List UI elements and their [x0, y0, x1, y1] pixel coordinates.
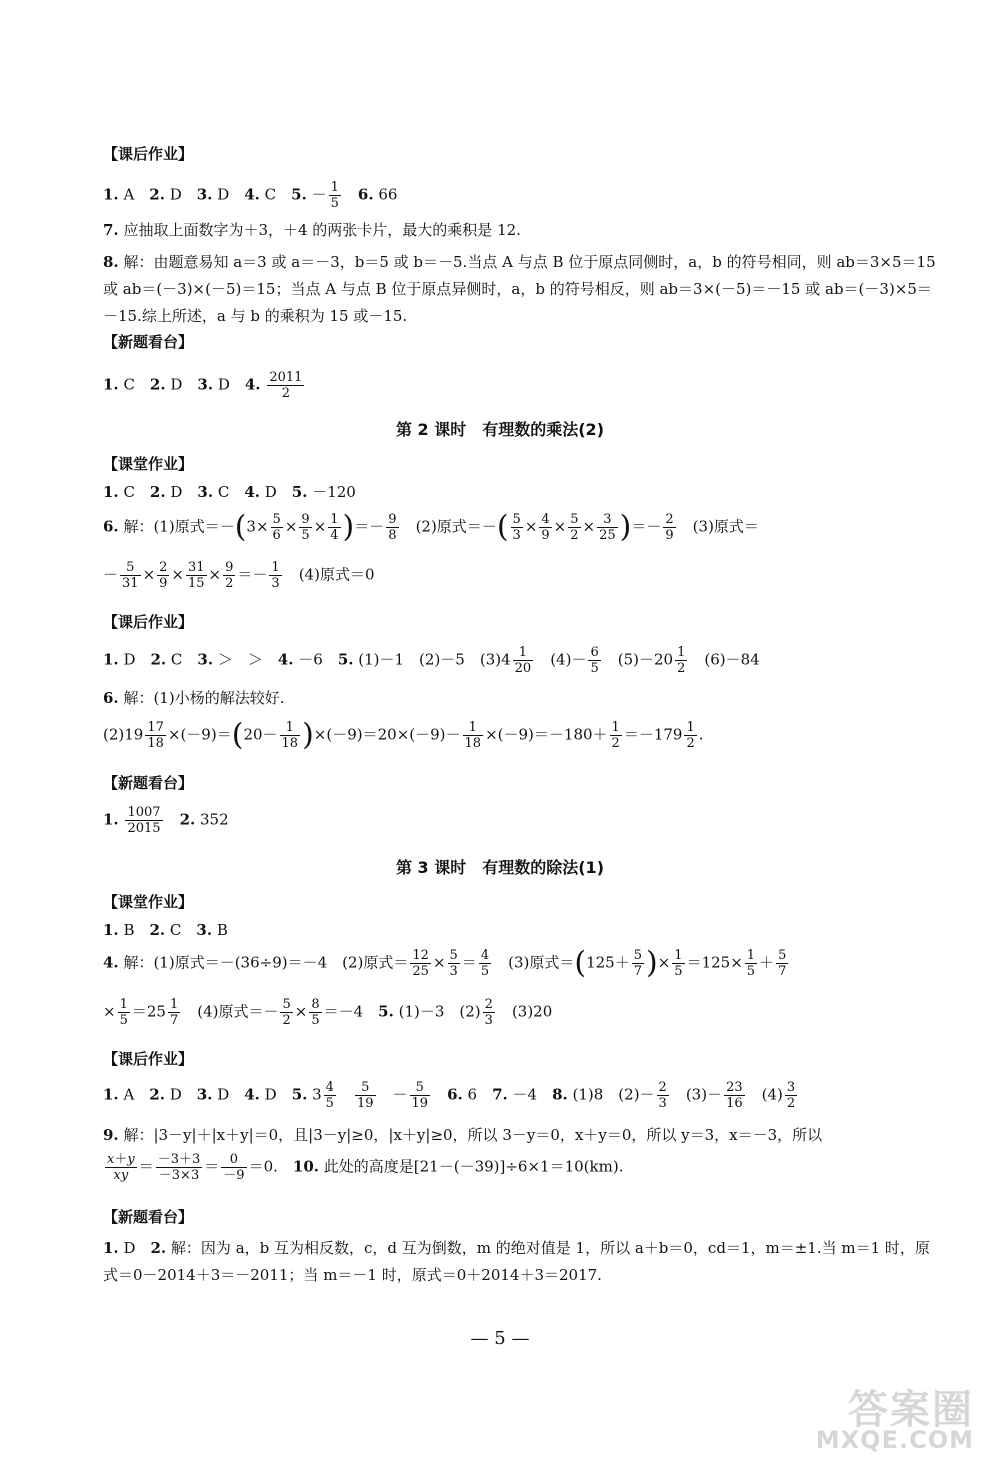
answer-line: 1. A 2. D 3. D 4. D 5. 3 $\frac{4}{5}$ $\frac{5}{19}$ － $\frac{5}{19}$ 6. 6 7. －4 8. (1)8 (2)－ $\frac{2}{3}$ (3)－ $\frac{23}{16}$ (4) $\frac{3}{2}$ — [103, 1080, 796, 1111]
answer-line: 1. D 2. C 3. ＞ ＞ 4. －6 5. (1)－1 (2)－5 (3)4 $\frac{1}{20}$ (4)－ $\frac{6}{5}$ (5)－20 $\frac{1}{2}$ (6)－84 — [103, 645, 760, 676]
answer-text: 应抽取上面数字为＋3，＋4 的两张卡片，最大的乘积是 12. — [123, 221, 521, 239]
answer-text: 此处的高度是[21－(－39)]÷6×1＝10(km). — [323, 1157, 624, 1176]
section-header: 【新题看台】 — [103, 1208, 194, 1226]
watermark-logo — [812, 1378, 982, 1456]
answer-paragraph: 8. 解：由题意易知 a＝3 或 a＝－3，b＝5 或 b＝－5.当点 A 与点 B 位于原点同侧时，a，b 的符号相同，则 ab＝3×5＝15 或 ab＝(－3)×(－5)＝15；当点 A 与点 B 位于原点异侧时，a，b 的符号相反，则 ab＝3×(－5)＝－15 或 ab＝(－3)×5＝－15.综上所述，a 与 b 的乘积为 15 或－15. — [103, 253, 936, 325]
lesson-title: 第 3 课时 有理数的除法(1) — [395, 858, 605, 877]
section-header: 【课后作业】 — [103, 1050, 194, 1068]
answer-line: 1. C 2. D 3. C 4. D 5. －120 — [103, 483, 356, 501]
answer-text: 解：(1)小杨的解法较好. — [123, 689, 285, 707]
answer-line: 4. 解：(1)原式＝－(36÷9)＝－4 (2)原式＝ $\frac{12}{25}$ × $\frac{5}{3}$ ＝ $\frac{4}{5}$ (3)原式＝(125＋ $\frac{5}{7}$ )× $\frac{1}{5}$ ＝125× $\frac{1}{5}$ ＋ $\frac{5}{7}$ — [103, 945, 787, 981]
answer-paragraph: 1. D 2. 解：因为 a，b 互为相反数，c，d 互为倒数，m 的绝对值是 1，所以 a＋b＝0，cd＝1，m＝±1.当 m＝1 时，原式＝0－2014＋3＝－2011；当 m＝－1 时，原式＝0＋2014＋3＝2017. — [103, 1239, 930, 1284]
watermark-text: 答案圈 — [848, 1387, 974, 1433]
section-header: 【课后作业】 — [103, 613, 194, 631]
answer-line: 9. 解：|3－y|＋|x＋y|＝0，且|3－y|≥0，|x＋y|≥0，所以 3－y＝0，x＋y＝0，所以 y＝3，x＝－3，所以 — [103, 1126, 823, 1144]
answer-line: × $\frac{1}{5}$ ＝25 $\frac{1}{7}$ (4)原式＝－ $\frac{5}{2}$ × $\frac{8}{5}$ ＝－4 5. (1)－3 (2) $\frac{2}{3}$ (3)20 — [103, 997, 553, 1028]
section-header: 【课堂作业】 — [103, 455, 194, 473]
watermark-url: MXQE.COM — [815, 1426, 974, 1454]
answer-text: 解：因为 a，b 互为相反数，c，d 互为倒数，m 的绝对值是 1，所以 a＋b＝0，cd＝1，m＝±1.当 m＝1 时，原式＝0－2014＋3＝－2011；当 m＝－1 时，原式＝0＋2014＋3＝2017. — [103, 1239, 930, 1284]
answer-line: 1. A 2. D 3. D 4. C 5. － $\frac{1}{5}$ 6. 66 — [103, 180, 398, 211]
section-header: 【新题看台】 — [103, 774, 194, 792]
answer-text: 解：由题意易知 a＝3 或 a＝－3，b＝5 或 b＝－5.当点 A 与点 B 位于原点同侧时，a，b 的符号相同，则 ab＝3×5＝15 或 ab＝(－3)×(－5)＝15；当点 A 与点 B 位于原点异侧时，a，b 的符号相反，则 ab＝3×(－5)＝－15 或 ab＝(－3)×5＝－15.综上所述，a 与 b 的乘积为 15 或－15. — [103, 253, 936, 325]
section-header: 【课后作业】 — [103, 145, 194, 163]
section-header: 【课堂作业】 — [103, 893, 194, 911]
answer-line: 1. B 2. C 3. B — [103, 921, 228, 939]
answer-line: － $\frac{5}{31}$ × $\frac{2}{9}$ × $\frac{31}{15}$ × $\frac{9}{2}$ ＝－ $\frac{1}{3}$ (4)原式＝0 — [103, 560, 375, 591]
answer-text: 解：|3－y|＋|x＋y|＝0，且|3－y|≥0，|x＋y|≥0，所以 3－y＝0，x＋y＝0，所以 y＝3，x＝－3，所以 — [123, 1126, 823, 1144]
answer-line: 6. 解：(1)小杨的解法较好. — [103, 689, 285, 707]
answer-line: 6. 解：(1)原式＝－(3× $\frac{5}{6}$ × $\frac{9}{5}$ × $\frac{1}{4}$ )＝－ $\frac{9}{8}$ (2)原式＝－( $\frac{5}{3}$ × $\frac{4}{9}$ × $\frac{5}{2}$ × $\frac{3}{25}$ )＝－ $\frac{2}{9}$ (3)原式＝ — [103, 509, 759, 545]
page-number: — 5 — — [470, 1328, 530, 1349]
lesson-title: 第 2 课时 有理数的乘法(2) — [395, 420, 605, 439]
answer-line: $\frac{x+y}{xy}$ ＝ $\frac{-3+3}{-3\times 3}$ ＝ $\frac{0}{-9}$ ＝0. 10. 此处的高度是[21－(－39)]÷6×1＝10(km). — [107, 1152, 624, 1183]
answer-line: 7. 应抽取上面数字为＋3，＋4 的两张卡片，最大的乘积是 12. — [103, 221, 521, 239]
answer-line: (2)19 $\frac{17}{18}$ ×(－9)＝(20－ $\frac{1}{18}$ )×(－9)＝20×(－9)－ $\frac{1}{18}$ ×(－9)＝－180＋ $\frac{1}{2}$ ＝－179 $\frac{1}{2}$ . — [103, 717, 704, 753]
section-header: 【新题看台】 — [103, 333, 194, 351]
answer-line: 1. C 2. D 3. D 4. $\frac{2011}{2}$ — [103, 370, 303, 401]
answer-line: 1. $\frac{1007}{2015}$ 2. 352 — [103, 805, 229, 836]
